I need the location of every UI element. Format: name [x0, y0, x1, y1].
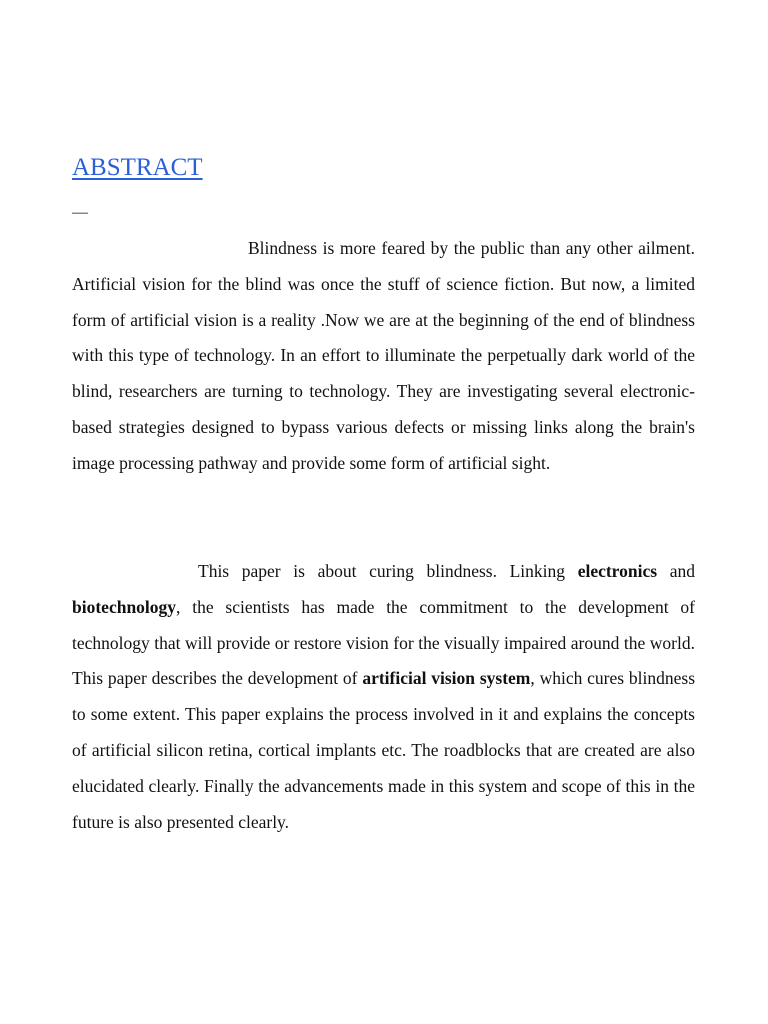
- keyword-artificial-vision-system: artificial vision system: [362, 668, 531, 689]
- abstract-paragraph-2: [72, 554, 695, 840]
- keyword-electronics: electronics: [577, 561, 658, 581]
- heading-dash: —: [72, 204, 88, 221]
- paragraph-2-text-2: and: [657, 561, 695, 581]
- paragraph-2-text-3: , the scientists has made the commitment to the development of technology that will provide or restore vision for the visually impaired around the world. This paper describes the development of: [72, 596, 695, 689]
- paragraph-2-text-1: This paper is about curing blindness. Linking: [198, 561, 578, 581]
- paragraph-2-text-4: , which cures blindness to some extent. This paper explains the process involved in it and explains the concepts of artificial silicon retina, cortical implants etc. The roadblocks that are created are also elucidated clearly. Finally the advancements made in this system and scope of this in the future is also presented clearly.: [72, 668, 696, 832]
- abstract-heading: ABSTRACT: [72, 154, 203, 181]
- abstract-paragraph-1: Blindness is more feared by the public than any other ailment. Artificial vision for the blind was once the stuff of science fiction. But now, a limited form of artificial vision is a reality .Now we are at the beginning of the end of blindness with this type of technology. In an effort to illuminate the perpetually dark world of the blind, researchers are turning to technology. They are investigating several electronic-based strategies designed to bypass various defects or missing links along the brain's image processing pathway and provide some form of artificial sight.: [72, 238, 695, 473]
- keyword-biotechnology: biotechnology: [72, 596, 177, 617]
